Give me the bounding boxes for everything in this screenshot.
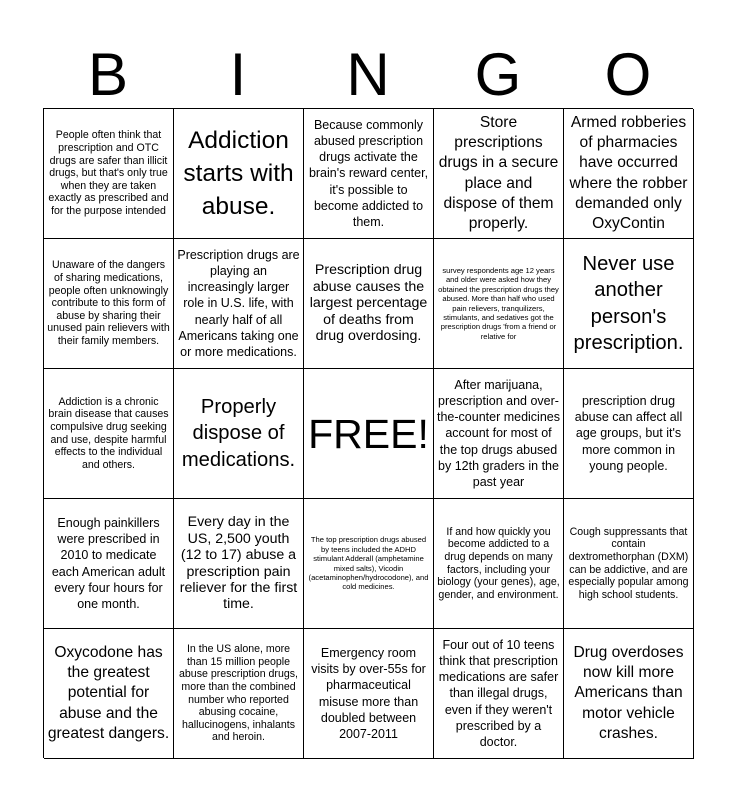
cell-text: Never use another person's prescription. bbox=[573, 252, 684, 354]
bingo-cell[interactable] bbox=[304, 499, 434, 629]
bingo-cell[interactable] bbox=[434, 629, 564, 759]
header-letter-n: N bbox=[346, 41, 390, 108]
bingo-cell[interactable] bbox=[174, 499, 304, 629]
free-space[interactable] bbox=[304, 369, 434, 499]
bingo-grid bbox=[43, 108, 693, 758]
cell-text: Oxycodone has the greatest potential for abuse and the greatest dangers. bbox=[47, 643, 170, 742]
cell-text: After marijuana, prescription and over-the-counter medicines account for most of the top drugs abused by 12th graders in the past year bbox=[437, 377, 560, 489]
cell-text: Emergency room visits by over-55s for pharmaceutical misuse more than doubled between 2007-2011 bbox=[311, 645, 426, 741]
bingo-cell[interactable] bbox=[304, 239, 434, 369]
cell-text: In the US alone, more than 15 million people abuse prescription drugs, more than the combined number who reported abusing cocaine, hallucinogens, inhalants and heroin. bbox=[179, 643, 298, 744]
cell-text: Because commonly abused prescription drugs activate the brain's reward center, it's possible to become addicted to them. bbox=[308, 117, 429, 229]
bingo-cell[interactable] bbox=[434, 499, 564, 629]
cell-text: Prescription drug abuse causes the largest percentage of deaths from drug overdosing. bbox=[309, 262, 428, 345]
header-letter-b: B bbox=[87, 41, 129, 108]
free-space-label: FREE! bbox=[308, 410, 429, 457]
cell-text: Armed robberies of pharmacies have occurred where the robber demanded only OxyContin bbox=[569, 113, 688, 232]
bingo-cell[interactable] bbox=[564, 369, 694, 499]
bingo-cell[interactable] bbox=[174, 109, 304, 239]
bingo-header bbox=[43, 42, 693, 108]
cell-text: People often think that prescription and OTC drugs are safer than illicit drugs, but that's only true when they are taken exactly as prescribed and for the purpose intended bbox=[48, 129, 169, 217]
bingo-cell[interactable] bbox=[564, 109, 694, 239]
bingo-cell[interactable] bbox=[564, 499, 694, 629]
bingo-cell[interactable] bbox=[44, 629, 174, 759]
cell-text: Unaware of the dangers of sharing medications, people often unknowingly contribute to this form of abuse by sharing their unused pain relievers with their family members. bbox=[47, 259, 170, 347]
header-letter-g: G bbox=[474, 41, 522, 108]
bingo-cell[interactable] bbox=[304, 109, 434, 239]
bingo-cell[interactable] bbox=[44, 499, 174, 629]
bingo-cell[interactable] bbox=[174, 239, 304, 369]
cell-text: Properly dispose of medications. bbox=[181, 395, 296, 471]
bingo-cell[interactable] bbox=[44, 109, 174, 239]
bingo-cell[interactable] bbox=[174, 629, 304, 759]
bingo-cell[interactable] bbox=[174, 369, 304, 499]
cell-text: The top prescription drugs abused by teens included the ADHD stimulant Adderall (amphetamine mixed salts), Vicodin (acetaminophen/hydrocodone), and cold medicines. bbox=[308, 535, 429, 592]
bingo-cell[interactable] bbox=[564, 239, 694, 369]
bingo-cell[interactable] bbox=[434, 109, 564, 239]
bingo-cell[interactable] bbox=[304, 629, 434, 759]
cell-text: survey respondents age 12 years and older were asked how they obtained the prescription drugs they abused. More than half who used pain relievers, tranquilizers, stimulants, and sedatives got the prescription drugs 'from a friend or relative for bbox=[438, 265, 559, 341]
cell-text: Drug overdoses now kill more Americans than motor vehicle crashes. bbox=[573, 643, 684, 742]
cell-text: prescription drug abuse can affect all age groups, but it's more common in young people. bbox=[574, 393, 683, 473]
cell-text: If and how quickly you become addicted to a drug depends on many factors, including your biology (your genes), age, gender, and environment. bbox=[437, 525, 560, 601]
bingo-cell[interactable] bbox=[434, 239, 564, 369]
bingo-cell[interactable] bbox=[44, 239, 174, 369]
bingo-cell[interactable] bbox=[434, 369, 564, 499]
bingo-cell[interactable] bbox=[564, 629, 694, 759]
header-letter-i: I bbox=[229, 41, 247, 108]
cell-text: Enough painkillers were prescribed in 2010 to medicate each American adult every four hours for one month. bbox=[51, 515, 166, 611]
cell-text: Addiction starts with abuse. bbox=[183, 127, 294, 220]
cell-text: Store prescriptions drugs in a secure place and dispose of them properly. bbox=[438, 113, 559, 232]
cell-text: Cough suppressants that contain dextromethorphan (DXM) can be addictive, and are especially popular among high school students. bbox=[568, 525, 689, 601]
header-letter-o: O bbox=[604, 41, 652, 108]
cell-text: Addiction is a chronic brain disease that causes compulsive drug seeking and use, despite harmful effects to the individual and others. bbox=[48, 395, 169, 471]
cell-text: Four out of 10 teens think that prescription medications are safer than illegal drugs, even if they weren't prescribed by a doctor. bbox=[438, 637, 559, 749]
cell-text: Prescription drugs are playing an increasingly larger role in U.S. life, with nearly half of all Americans taking one or more medications. bbox=[177, 247, 300, 359]
bingo-cell[interactable] bbox=[44, 369, 174, 499]
cell-text: Every day in the US, 2,500 youth (12 to 17) abuse a prescription pain reliever for the first time. bbox=[179, 514, 298, 613]
